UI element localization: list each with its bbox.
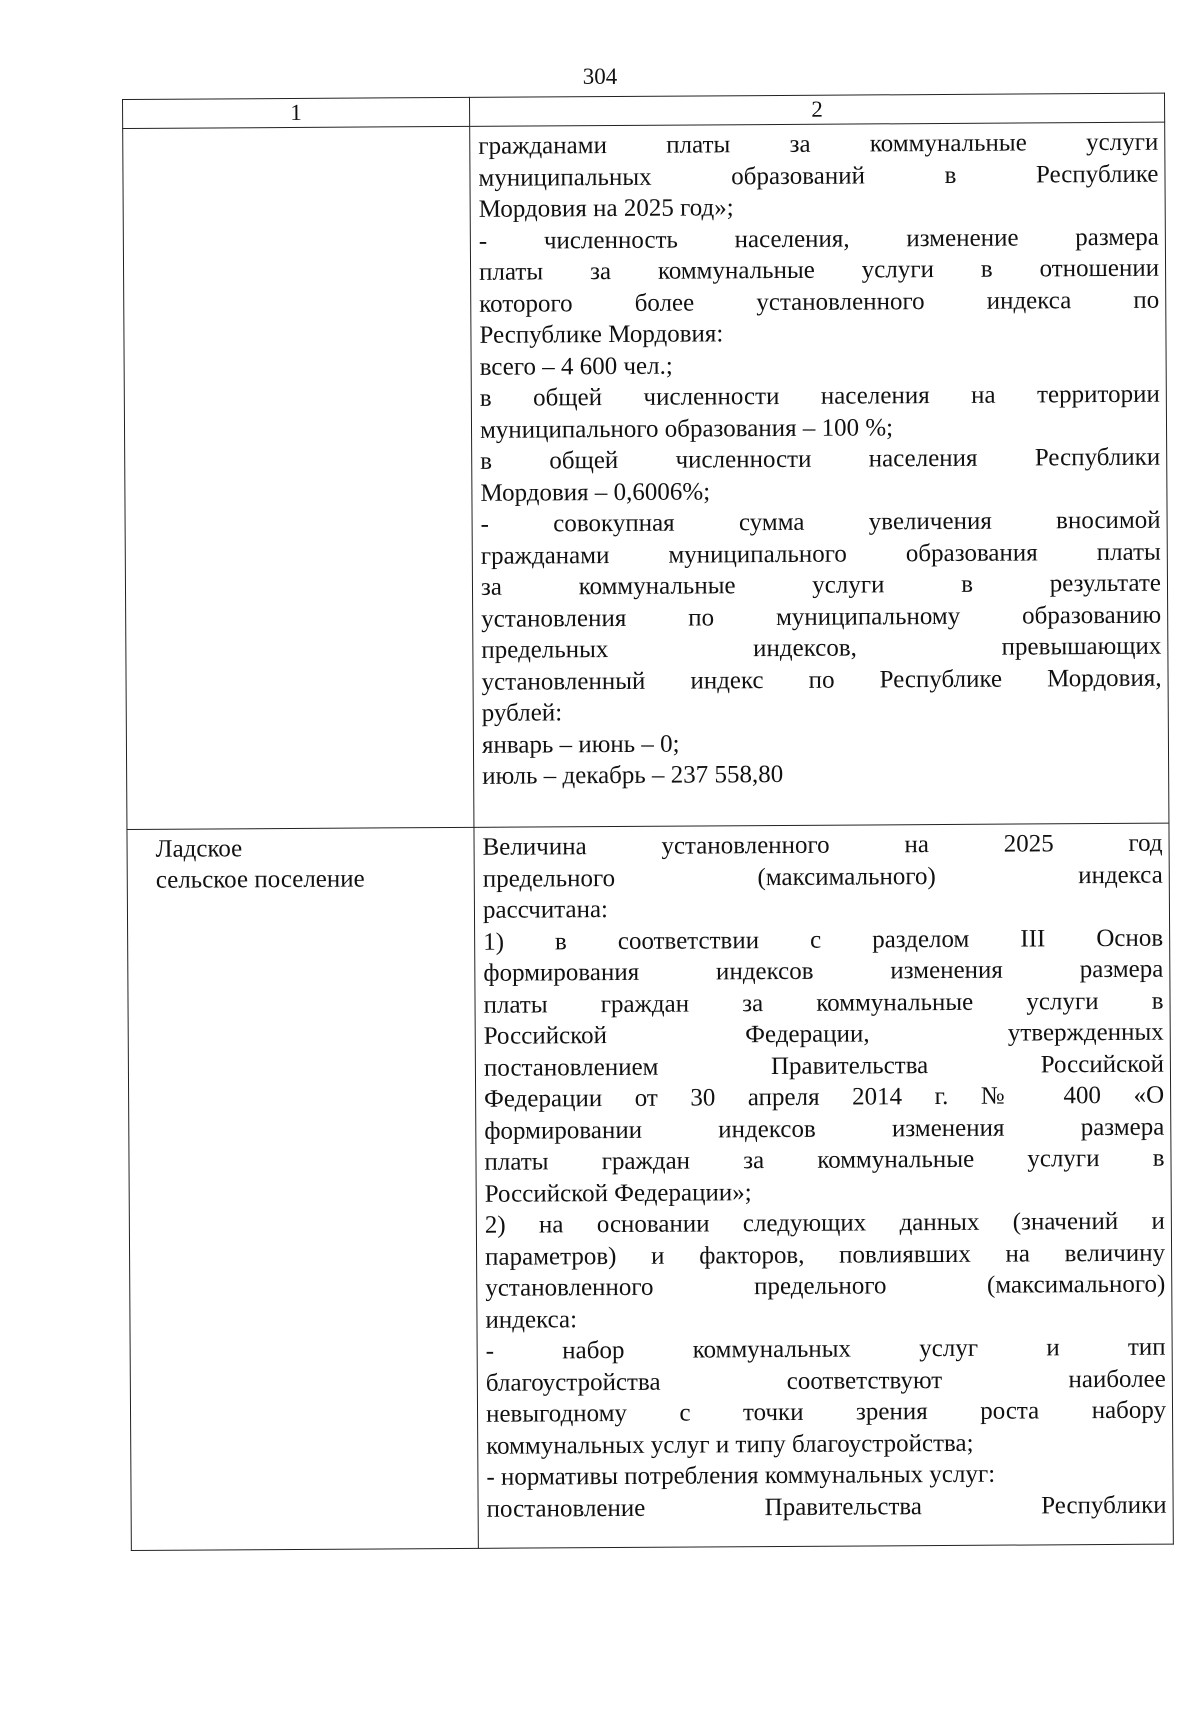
text-line: постановление Правительства Республики bbox=[486, 1491, 1167, 1523]
text-line: январь – июнь – 0; bbox=[481, 730, 680, 759]
text-line: рассчитана: bbox=[482, 896, 609, 924]
text-line: - набор коммунальных услуг и тип bbox=[485, 1333, 1166, 1365]
text-line: гражданами платы за коммунальные услуги bbox=[478, 128, 1159, 160]
text-line: в общей численности населения Республики bbox=[480, 443, 1161, 475]
municipality-name-line: Ладское bbox=[155, 835, 243, 863]
text-line: за коммунальные услуги в результате bbox=[480, 569, 1162, 601]
text-line: - нормативы потребления коммунальных услуг: bbox=[486, 1460, 996, 1491]
text-line: всего – 4 600 чел.; bbox=[479, 352, 673, 381]
text-line: 1) в соответствии с разделом III Основ bbox=[483, 924, 1164, 956]
text-line: Мордовия – 0,6006%; bbox=[480, 478, 711, 507]
text-line: платы за коммунальные услуги в отношении bbox=[478, 254, 1160, 286]
table-row bbox=[127, 823, 1173, 1550]
text-line: постановлением Правительства Российской bbox=[483, 1050, 1164, 1082]
text-line: июль – декабрь – 237 558,80 bbox=[482, 761, 784, 790]
municipality-name-line: сельское поселение bbox=[155, 865, 365, 894]
text-line: установленного предельного (максимального) bbox=[485, 1270, 1166, 1302]
document-table bbox=[122, 93, 1174, 1551]
text-line: платы граждан за коммунальные услуги в bbox=[484, 1144, 1165, 1176]
text-line: - численность населения, изменение размера bbox=[478, 223, 1159, 255]
description-cell bbox=[474, 823, 1173, 1548]
text-line: муниципального образования – 100 %; bbox=[479, 413, 894, 444]
text-line: параметров) и факторов, повлиявших на величину bbox=[484, 1239, 1166, 1271]
municipality-cell-empty bbox=[123, 126, 474, 829]
text-line: рублей: bbox=[481, 699, 563, 727]
text-line: в общей численности населения на территории bbox=[479, 380, 1160, 412]
text-line: предельного (максимального) индекса bbox=[482, 861, 1163, 893]
page-number: 304 bbox=[582, 64, 618, 89]
text-line: формирования индексов изменения размера bbox=[483, 955, 1164, 987]
text-line: благоустройства соответствуют наиболее bbox=[485, 1365, 1166, 1397]
text-line: индекса: bbox=[485, 1305, 578, 1334]
column-header-2: 2 bbox=[469, 93, 1164, 126]
text-line: невыгодному с точки зрения роста набору bbox=[485, 1396, 1167, 1428]
text-line: формировании индексов изменения размера bbox=[484, 1113, 1165, 1145]
text-line: гражданами муниципального образования платы bbox=[480, 538, 1161, 570]
text-line: Республике Мордовия: bbox=[479, 320, 724, 349]
text-line: предельных индексов, превышающих bbox=[481, 632, 1162, 664]
text-line: коммунальных услуг и типу благоустройства; bbox=[486, 1429, 974, 1460]
text-line: установления по муниципальному образованию bbox=[481, 601, 1162, 633]
text-line: которого более установленного индекса по bbox=[479, 286, 1160, 318]
text-line: установленный индекс по Республике Мордовия, bbox=[481, 664, 1162, 696]
text-line: Федерации от 30 апреля 2014 г. № 400 «О bbox=[484, 1081, 1165, 1113]
text-line: Российской Федерации»; bbox=[484, 1178, 752, 1208]
text-line: платы граждан за коммунальные услуги в bbox=[483, 987, 1164, 1019]
text-line: Российской Федерации, утвержденных bbox=[483, 1018, 1164, 1050]
text-line: муниципальных образований в Республике bbox=[478, 160, 1159, 192]
column-header-1: 1 bbox=[123, 97, 470, 128]
text-line: Величина установленного на 2025 год bbox=[482, 829, 1163, 861]
text-line: Мордовия на 2025 год»; bbox=[478, 194, 734, 223]
municipality-cell bbox=[127, 827, 478, 1550]
text-line: 2) на основании следующих данных (значений и bbox=[484, 1207, 1165, 1239]
table-row bbox=[123, 122, 1169, 829]
text-line: - совокупная сумма увеличения вносимой bbox=[480, 506, 1161, 538]
description-cell bbox=[470, 122, 1169, 827]
